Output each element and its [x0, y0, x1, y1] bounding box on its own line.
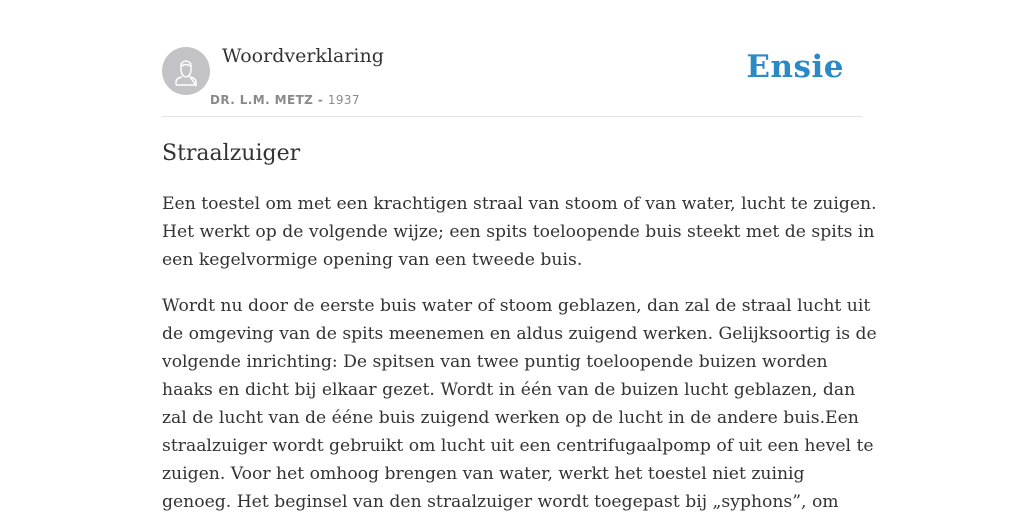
paragraph-line: zal de lucht van de ééne buis zuigend werken op de lucht in de andere buis.Een [162, 408, 859, 428]
definition-paragraph [162, 190, 877, 274]
paragraph-line: haaks en dicht bij elkaar gezet. Wordt in één van de buizen lucht geblazen, dan [162, 380, 856, 400]
paragraph-line: volgende inrichting: De spitsen van twee puntig toeloopende buizen worden [162, 352, 828, 372]
author-byline [210, 93, 360, 107]
paragraph-line: Een toestel om met een krachtigen straal van stoom of van water, lucht te zuigen. [162, 194, 877, 214]
paragraph-line: genoeg. Het beginsel van den straalzuiger wordt toegepast bij „syphons”, om [162, 492, 839, 512]
paragraph-line: Het werkt op de volgende wijze; een spits toeloopende buis steekt met de spits in [162, 222, 875, 242]
ensie-logo-link[interactable]: Ensie [746, 49, 844, 85]
source-title[interactable]: Woordverklaring [222, 45, 384, 67]
user-icon [162, 47, 210, 95]
paragraph-line: Wordt nu door de eerste buis water of stoom geblazen, dan zal de straal lucht uit [162, 296, 871, 316]
author-avatar[interactable] [162, 47, 210, 95]
paragraph-line: een kegelvormige opening van een tweede buis. [162, 250, 583, 270]
entry-body [162, 190, 877, 512]
entry-term: Straalzuiger [162, 141, 301, 166]
entry-header [162, 40, 862, 117]
definition-paragraph [162, 292, 877, 512]
paragraph-line: zuigen. Voor het omhoog brengen van water, werkt het toestel niet zuinig [162, 464, 805, 484]
byline-separator: - [313, 93, 328, 107]
entry-content [162, 138, 877, 512]
publication-year: 1937 [327, 93, 360, 107]
author-name[interactable]: DR. L.M. METZ [210, 93, 314, 107]
paragraph-line: straalzuiger wordt gebruikt om lucht uit een centrifugaalpomp of uit een hevel te [162, 436, 874, 456]
paragraph-line: de omgeving van de spits meenemen en aldus zuigend werken. Gelijksoortig is de [162, 324, 877, 344]
